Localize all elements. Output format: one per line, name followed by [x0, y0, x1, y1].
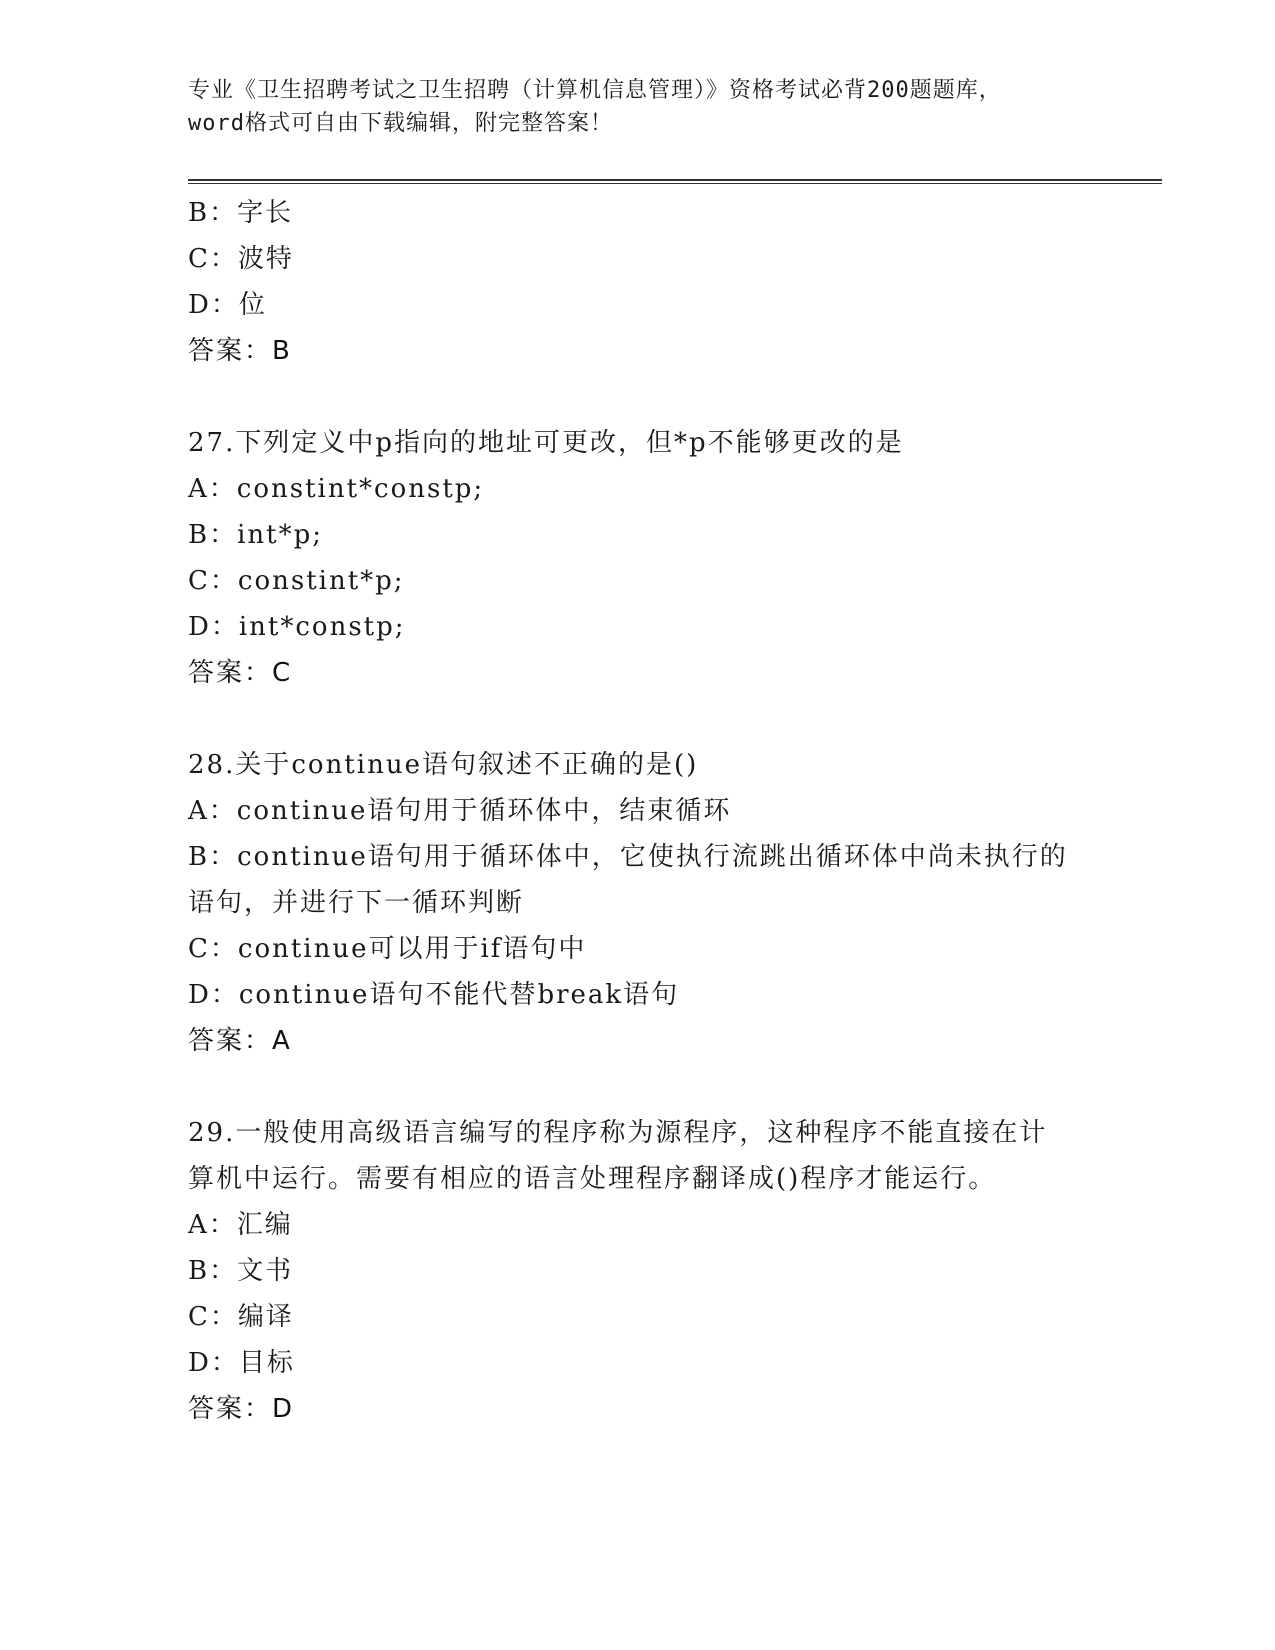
q27-answer: 答案：C: [188, 658, 293, 688]
q27-option-b: B：int*p;: [188, 520, 324, 550]
q28-option-d: D：continue语句不能代替break语句: [188, 980, 680, 1010]
q29-option-d: D：目标: [188, 1348, 295, 1378]
header-divider-thick: [188, 179, 1162, 181]
q27-option-c: C：constint*p;: [188, 566, 405, 596]
header-title-line-2: word格式可自由下载编辑，附完整答案！: [188, 111, 613, 136]
q29-stem-line-1: 29.一般使用高级语言编写的程序称为源程序，这种程序不能直接在计: [188, 1118, 1048, 1148]
q26-option-d: D：位: [188, 290, 267, 320]
q26-option-b: B：字长: [188, 198, 294, 228]
question-26-fragment: [188, 190, 1088, 374]
q26-option-c: C：波特: [188, 244, 294, 274]
q27-stem: 27.下列定义中p指向的地址可更改，但*p不能够更改的是: [188, 428, 904, 458]
question-gap: [188, 374, 1088, 420]
q27-option-a: A：constint*constp;: [188, 474, 485, 504]
q27-option-d: D：int*constp;: [188, 612, 406, 642]
q26-answer: 答案：B: [188, 336, 292, 366]
question-28: [188, 742, 1088, 1064]
q28-option-b-line-2: 语句，并进行下一循环判断: [188, 888, 525, 918]
header-title-line-1: 专业《卫生招聘考试之卫生招聘（计算机信息管理）》资格考试必背200题题库，: [188, 78, 1002, 103]
q28-option-a: A：continue语句用于循环体中，结束循环: [188, 796, 732, 826]
question-list: [188, 190, 1088, 1432]
question-27: [188, 420, 1088, 696]
q29-option-a: A：汇编: [188, 1210, 293, 1240]
q28-option-b-line-1: B：continue语句用于循环体中，它使执行流跳出循环体中尚未执行的: [188, 842, 1068, 872]
q28-answer: 答案：A: [188, 1026, 292, 1056]
question-gap: [188, 696, 1088, 742]
question-29: [188, 1110, 1088, 1432]
q29-option-b: B：文书: [188, 1256, 294, 1286]
q29-option-c: C：编译: [188, 1302, 294, 1332]
question-gap: [188, 1064, 1088, 1110]
q28-option-c: C：continue可以用于if语句中: [188, 934, 587, 964]
q28-stem: 28.关于continue语句叙述不正确的是(): [188, 750, 699, 780]
document-header: [188, 74, 1088, 140]
q29-answer: 答案：D: [188, 1394, 295, 1424]
q29-stem-line-2: 算机中运行。需要有相应的语言处理程序翻译成()程序才能运行。: [188, 1164, 997, 1194]
header-divider-thin: [188, 183, 1162, 184]
